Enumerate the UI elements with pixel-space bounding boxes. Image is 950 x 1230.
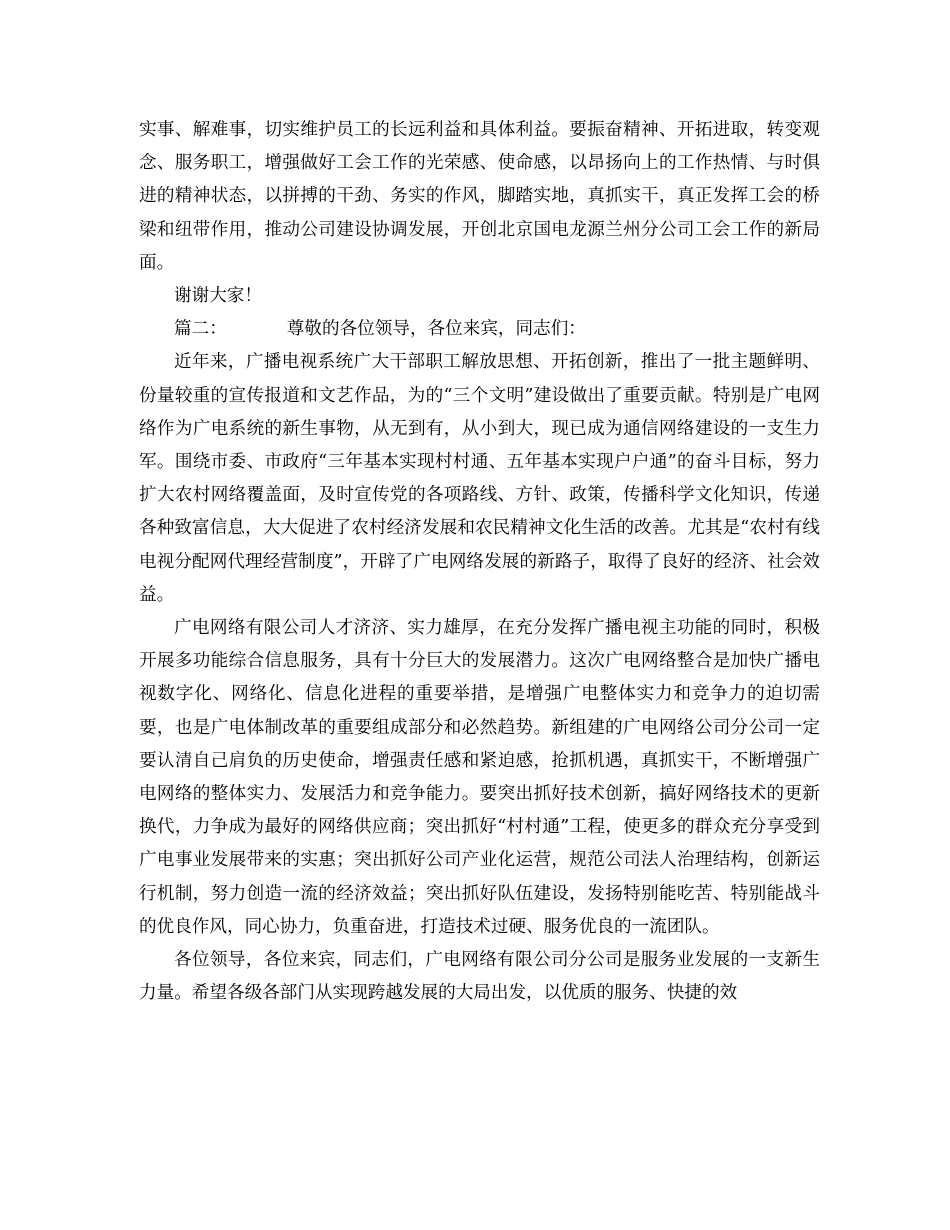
- body-paragraph: 广电网络有限公司人才济济、实力雄厚，在充分发挥广播电视主功能的同时，积极开展多功能综合信息服务，具有十分巨大的发展潜力。这次广电网络整合是加快广播电视数字化、网络化、信息化进程的重要举措，是增强广电整体实力和竞争力的迫切需要，也是广电体制改革的重要组成部分和必然趋势。新组建的广电网络公司分公司一定要认清自己肩负的历史使命，增强责任感和紧迫感，抢抓机遇，真抓实干，不断增强广电网络的整体实力、发展活力和竞争能力。要突出抓好技术创新，搞好网络技术的更新换代，力争成为最好的网络供应商；突出抓好“村村通”工程，使更多的群众充分享受到广电事业发展带来的实惠；突出抓好公司产业化运营，规范公司法人治理结构，创新运行机制，努力创造一流的经济效益；突出抓好队伍建设，发扬特别能吃苦、特别能战斗的优良作风，同心协力，负重奋进，打造技术过硬、服务优良的一流团队。: [139, 618, 820, 937]
- body-paragraph: 实事、解难事，切实维护员工的长远利益和具体利益。要振奋精神、开拓进取，转变观念、服务职工，增强做好工会工作的光荣感、使命感，以昂扬向上的工作热情、与时俱进的精神状态，以拼搏的干劲、务实的作风，脚踏实地，真抓实干，真正发挥工会的桥梁和纽带作用，推动公司建设协调发展，开创北京国电龙源兰州分公司工会工作的新局面。: [139, 120, 820, 273]
- body-paragraph: 近年来，广播电视系统广大干部职工解放思想、开拓创新，推出了一批主题鲜明、份量较重的宣传报道和文艺作品，为的“三个文明”建设做出了重要贡献。特别是广电网络作为广电系统的新生事物，从无到有，从小到大，现已成为通信网络建设的一支生力军。围绕市委、市政府“三年基本实现村村通、五年基本实现户户通”的奋斗目标，努力扩大农村网络覆盖面，及时宣传党的各项路线、方针、政策，传播科学文化知识，传递各种致富信息，大大促进了农村经济发展和农民精神文化生活的改善。尤其是“农村有线电视分配网代理经营制度”，开辟了广电网络发展的新路子，取得了良好的经济、社会效益。: [139, 352, 820, 605]
- body-paragraph: 各位领导，各位来宾，同志们，广电网络有限公司分公司是服务业发展的一支新生力量。希望各级各部门从实现跨越发展的大局出发，以优质的服务、快捷的效: [139, 950, 820, 1004]
- section-heading-paragraph: [139, 313, 820, 346]
- thanks-paragraph: 谢谢大家！: [174, 286, 262, 307]
- section-label: 篇二：: [174, 319, 227, 340]
- greeting-text: 尊敬的各位领导，各位来宾，同志们：: [286, 319, 586, 340]
